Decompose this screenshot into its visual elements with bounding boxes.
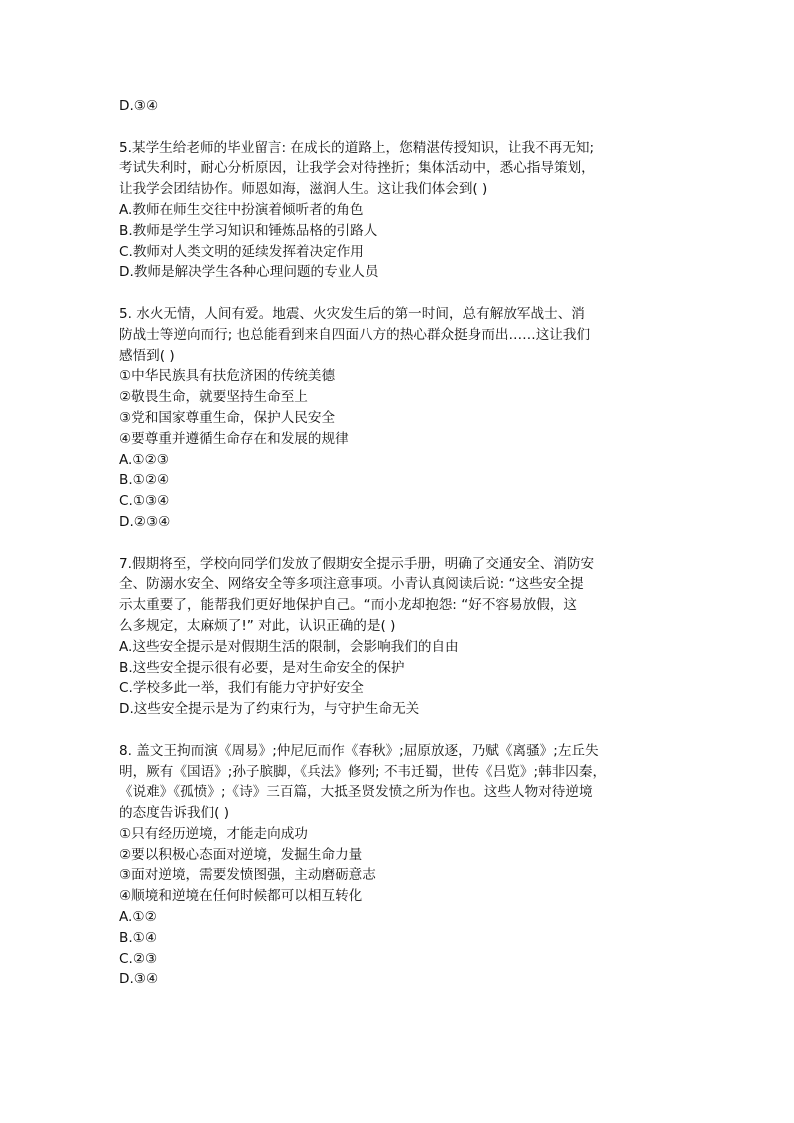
- option-c: C.①③④: [119, 493, 170, 510]
- statement-3: ③面对逆境，需要发愤图强，主动磨砺意志: [119, 867, 376, 884]
- option-a: A.教师在师生交往中扮演着倾听者的角色: [119, 201, 364, 218]
- question-stem: 5.某学生给老师的毕业留言: 在成长的道路上，您精湛传授知识，让我不再无知;: [119, 139, 595, 156]
- spacer: [119, 283, 679, 304]
- option-c: C.学校多此一举，我们有能力守护好安全: [119, 680, 364, 697]
- question-8: [119, 741, 679, 991]
- question-stem: 让我学会团结协作。师恩如海，滋润人生。这让我们体会到( ): [119, 181, 488, 198]
- question-7: [119, 554, 679, 720]
- statement-2: ②敬畏生命，就要坚持生命至上: [119, 389, 308, 406]
- question-stem: 全、防溺水安全、网络安全等多项注意事项。小青认真阅读后说: “这些安全提: [119, 576, 584, 593]
- statement-4: ④顺境和逆境在任何时候都可以相互转化: [119, 888, 363, 905]
- statement-1: ①中华民族具有扶危济困的传统美德: [119, 368, 336, 385]
- question-stem: 考试失利时，耐心分析原因，让我学会对待挫折；集体活动中，悉心指导策划，: [119, 160, 595, 177]
- question-stem: 8. 盖文王拘而演《周易》;仲尼厄而作《春秋》;屈原放逐，乃赋《离骚》;左丘失: [119, 742, 599, 759]
- option-d: D.③④: [119, 98, 159, 114]
- question-stem: 明，厥有《国语》;孙子膑脚，《兵法》修列; 不韦迁蜀，世传《吕览》;韩非囚秦，: [119, 763, 607, 780]
- option-b: B.这些安全提示很有必要，是对生命安全的保护: [119, 659, 405, 676]
- question-stem: 《说难》《孤愤》;《诗》三百篇，大抵圣贤发愤之所为作也。这些人物对待逆境: [119, 784, 593, 801]
- option-d: D.教师是解决学生各种心理问题的专业人员: [119, 264, 379, 281]
- option-c: C.②③: [119, 950, 158, 967]
- option-b: B.①②④: [119, 472, 170, 489]
- option-d: D.③④: [119, 971, 159, 988]
- statement-4: ④要尊重并遵循生命存在和发展的规律: [119, 430, 349, 447]
- spacer: [119, 533, 679, 554]
- option-c: C.教师对人类文明的延续发挥着决定作用: [119, 243, 364, 260]
- option-a: A.这些安全提示是对假期生活的限制，会影响我们的自由: [119, 638, 459, 655]
- question-stem: 7.假期将至，学校向同学们发放了假期安全提示手册，明确了交通安全、消防安: [119, 555, 595, 572]
- spacer: [119, 117, 679, 138]
- option-d: D.这些安全提示是为了约束行为，与守护生命无关: [119, 701, 420, 718]
- question-stem: 示太重要了，能帮我们更好地保护自己。“而小龙却抱怨: “好不容易放假，这: [119, 597, 577, 614]
- question-stem: 感悟到( ): [119, 347, 175, 364]
- statement-3: ③党和国家尊重生命，保护人民安全: [119, 409, 336, 426]
- option-b: B.教师是学生学习知识和锤炼品格的引路人: [119, 222, 378, 239]
- option-a: A.①②: [119, 909, 157, 926]
- question-5a: [119, 138, 679, 284]
- spacer: [119, 720, 679, 741]
- question-5b: [119, 304, 679, 533]
- question-stem: 么多规定，太麻烦了!” 对此，认识正确的是( ): [119, 617, 396, 634]
- statement-2: ②要以积极心态面对逆境，发掘生命力量: [119, 846, 363, 863]
- question-stem: 防战士等逆向而行; 也总能看到来自四面八方的热心群众挺身而出……这让我们: [119, 326, 591, 343]
- option-d: D.②③④: [119, 513, 171, 530]
- exam-page: [119, 96, 679, 990]
- option-b: B.①④: [119, 929, 158, 946]
- question-stem: 的态度告诉我们( ): [119, 805, 230, 822]
- statement-1: ①只有经历逆境，才能走向成功: [119, 825, 308, 842]
- prev-question-tail: [119, 96, 679, 117]
- option-a: A.①②③: [119, 451, 169, 468]
- question-stem: 5. 水火无情，人间有爱。地震、火灾发生后的第一时间，总有解放军战士、消: [119, 305, 585, 322]
